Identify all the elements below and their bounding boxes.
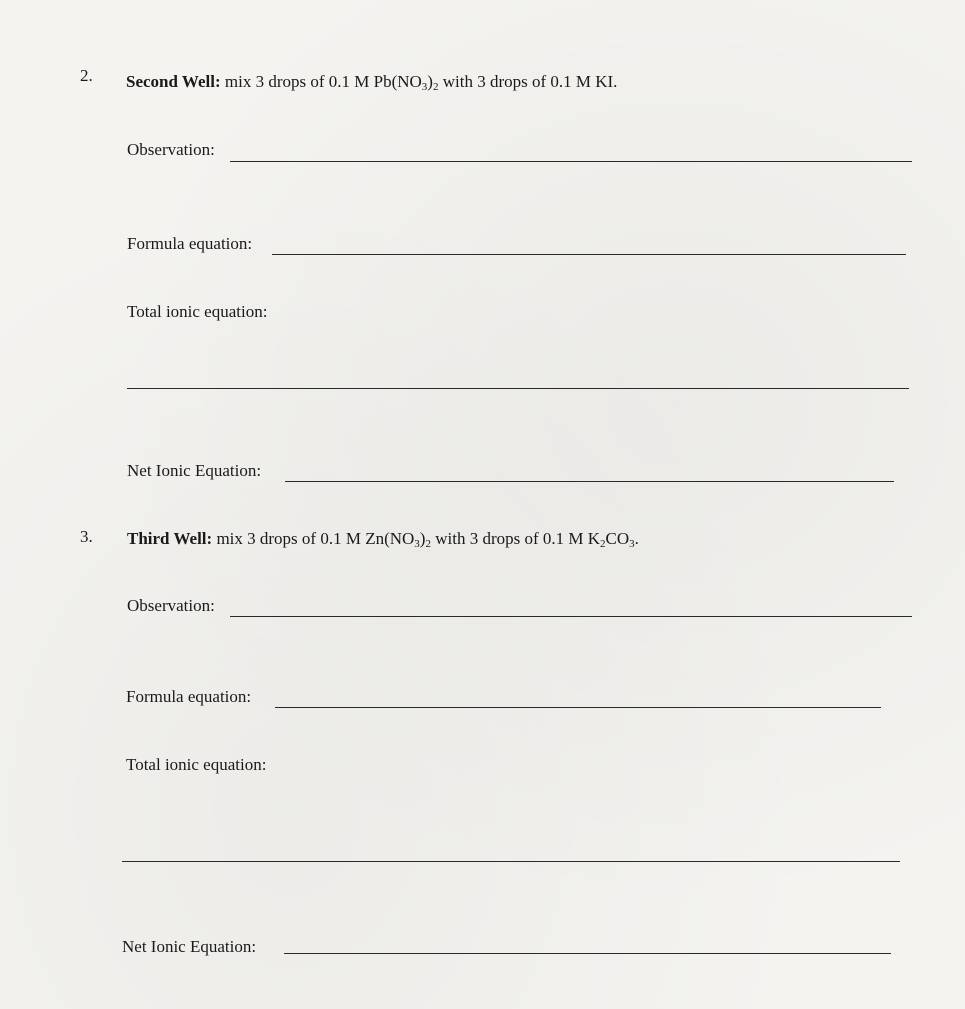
q3-observation-label: Observation: [127, 596, 215, 615]
question-2-title: Second Well: [126, 72, 221, 91]
q3-sub-a: 3 [414, 538, 420, 550]
q3-text-b: ) [419, 529, 426, 548]
q2-observation-line[interactable] [230, 161, 912, 162]
q2-text-c: with 3 drops of 0.1 M KI. [438, 72, 618, 91]
q3-total-line[interactable] [122, 861, 900, 862]
q2-sub-a: 3 [421, 81, 428, 93]
q2-net-line[interactable] [285, 481, 894, 482]
q2-net-label: Net Ionic Equation: [127, 461, 262, 480]
q3-text-d: CO [605, 529, 630, 548]
q2-total-label: Total ionic equation: [127, 302, 268, 321]
q3-text-a: mix 3 drops of 0.1 M Zn(NO [212, 529, 415, 548]
q2-text-b: ) [427, 72, 433, 91]
q2-formula-label: Formula equation: [127, 234, 253, 253]
question-2-number: 2. [80, 66, 93, 85]
question-3-title: Third Well: [127, 529, 213, 548]
q3-text-c: with 3 drops of 0.1 M K [430, 529, 601, 548]
q3-total-label: Total ionic equation: [126, 755, 267, 774]
q2-text-a: mix 3 drops of 0.1 M Pb(NO [220, 72, 422, 91]
q3-net-label: Net Ionic Equation: [122, 937, 257, 956]
q3-text-e: . [634, 529, 639, 548]
q2-total-line[interactable] [127, 388, 909, 389]
q3-sub-c: 2 [600, 538, 606, 550]
question-3-number: 3. [80, 527, 93, 546]
q3-sub-b: 2 [425, 538, 431, 550]
q3-observation-line[interactable] [230, 616, 912, 617]
q3-formula-label: Formula equation: [126, 687, 252, 706]
q2-sub-b: 2 [432, 81, 439, 93]
q2-observation-label: Observation: [127, 140, 215, 159]
q2-formula-line[interactable] [272, 254, 906, 255]
q3-net-line[interactable] [284, 953, 891, 954]
question-3-text [127, 529, 639, 549]
q3-formula-line[interactable] [275, 707, 881, 708]
question-2-text [126, 72, 617, 92]
q3-sub-d: 3 [629, 538, 635, 550]
